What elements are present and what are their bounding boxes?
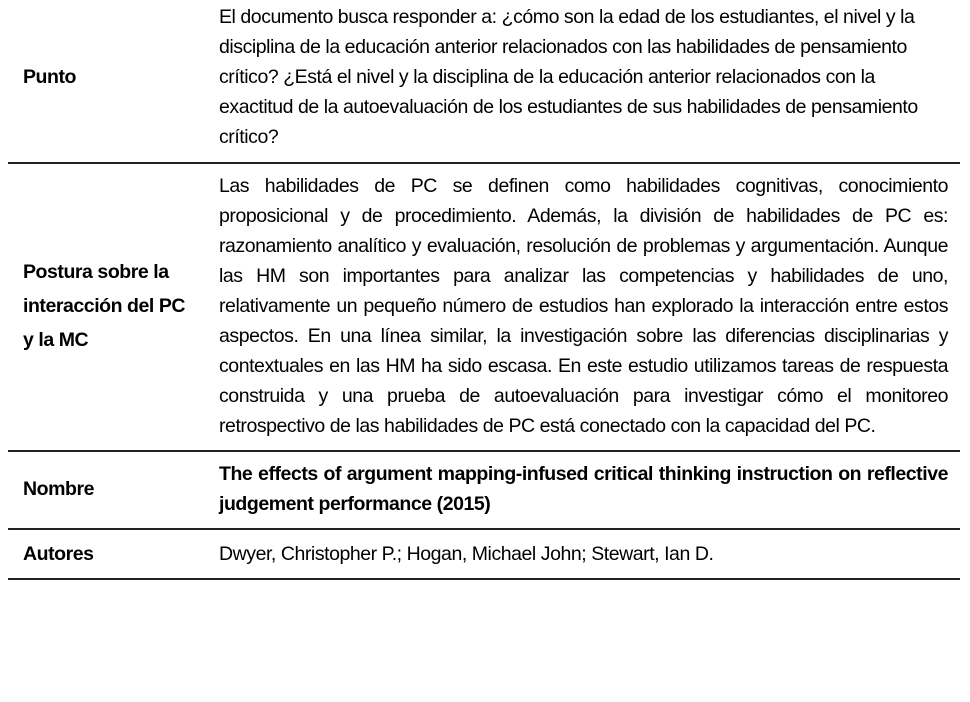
row-value-text: The effects of argument mapping-infused critical thinking instruction on reflective judgement performance (2015): [219, 463, 948, 515]
table-row-postura: [8, 163, 960, 451]
row-label-text-wrap: [23, 255, 193, 357]
row-value-autores: [219, 529, 960, 579]
row-label-text: Postura sobre la interacción del PC y la MC: [23, 261, 186, 351]
table-row-autores: [8, 529, 960, 579]
row-value-text: Las habilidades de PC se definen como habilidades cognitivas, conocimiento proposicional y de procedimiento. Además, la división de habilidades de PC es: razonamiento analítico y evaluación, resolución de problemas y argumentación. Aunque las HM son importantes para analizar las competencias y habilidades de uno, relativamente un pequeño número de estudios han explorado la interacción entre estos aspectos. En una línea similar, la investigación sobre las diferencias disciplinarias y contextuales en las HM ha sido escasa. En este estudio utilizamos tareas de respuesta construida y una prueba de autoevaluación para investigar cómo el monitoreo retrospectivo de las habilidades de PC está conectado con la capacidad del PC.: [219, 175, 948, 437]
table-row-nombre: [8, 451, 960, 529]
table-row-punto: [8, 0, 960, 163]
row-label-text: Nombre: [23, 478, 94, 500]
row-label-text: Punto: [23, 66, 76, 88]
row-value-postura: [219, 163, 960, 451]
row-value-text: Dwyer, Christopher P.; Hogan, Michael John; Stewart, Ian D.: [219, 543, 714, 565]
row-label-autores: [8, 529, 219, 579]
row-label-postura: [8, 163, 219, 451]
row-value-text: El documento busca responder a: ¿cómo son la edad de los estudiantes, el nivel y la disciplina de la educación anterior relacionados con las habilidades de pensamiento crítico? ¿Está el nivel y la disciplina de la educación anterior relacionados con la exactitud de la autoevaluación de los estudiantes de sus habilidades de pensamiento crítico?: [219, 6, 918, 148]
row-value-punto: [219, 0, 960, 163]
row-value-nombre: [219, 451, 960, 529]
row-label-nombre: [8, 451, 219, 529]
document-table: [8, 0, 960, 580]
row-label-punto: [8, 0, 219, 163]
row-label-text: Autores: [23, 543, 94, 565]
